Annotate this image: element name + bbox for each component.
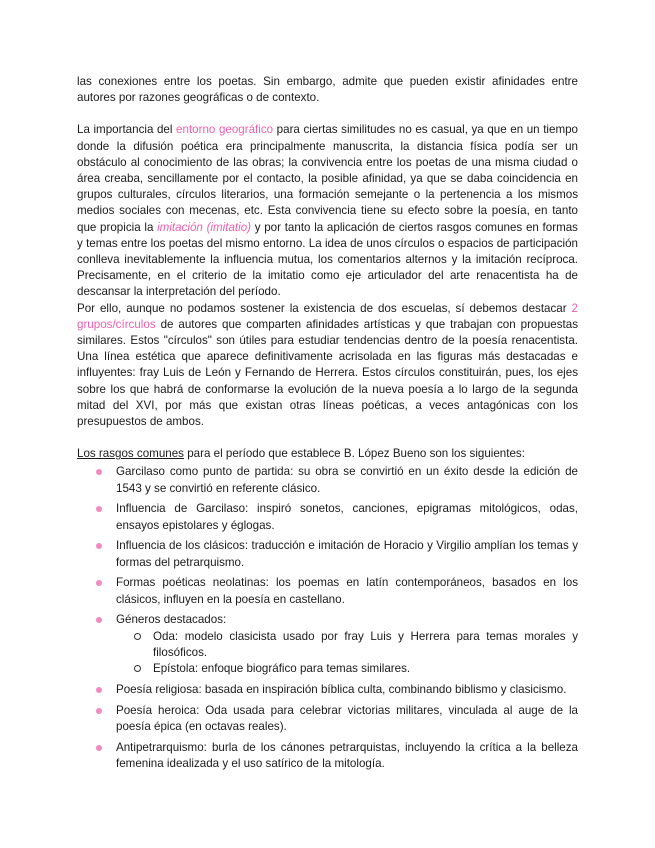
traits-list bbox=[77, 464, 578, 772]
list-item-text: Antipetrarquismo: burla de los cánones petrarquistas, incluyendo la crítica a la belleza femenina idealizada y el uso satírico de la mitología. bbox=[116, 740, 578, 770]
p2-text-c: y por tanto la aplicación de ciertos rasgos comunes en formas y temas entre los poetas del mismo entorno. La idea de unos círculos o espacios de participación conlleva inevitablemente la influencia mutua, los comentarios alternos y la imitación recíproca. Precisamente, en el criterio de la imitatio como eje articulador del arte renacentista ha de descansar la interpretación del período. bbox=[77, 220, 578, 299]
list-item bbox=[77, 464, 578, 496]
list-item-text: Influencia de los clásicos: traducción e imitación de Horacio y Virgilio amplían los temas y formas del petrarquismo. bbox=[116, 539, 578, 569]
highlight-grupos: 2 grupos/círculos bbox=[77, 301, 578, 331]
highlight-imitatio: imitación (imitatio) bbox=[157, 220, 252, 234]
list-item-text: Poesía religiosa: basada en inspiración bíblica culta, combinando biblismo y clasicismo. bbox=[116, 682, 567, 696]
bullet-dot-icon bbox=[96, 745, 102, 751]
bullet-dot-icon bbox=[96, 580, 102, 586]
bullet-dot-icon bbox=[96, 708, 102, 714]
p2-text-b: para ciertas similitudes no es casual, ya que en un tiempo donde la difusión poética era principalmente manuscrita, la distancia física podía ser un obstáculo al conocimiento de las obras; la convivencia entre los poetas de una misma ciudad o área creaba, sencillamente por el contacto, la posible afinidad, ya que se daba coincidencia en grupos culturales, círculos literarios, una formación semejante o la pertenencia a los mismos medios sociales con mecenas, etc. Esta convivencia tiene su efecto sobre la poesía, en tanto que propicia la bbox=[77, 123, 578, 234]
list-item bbox=[77, 740, 578, 772]
list-item bbox=[77, 575, 578, 607]
sub-list-item-text: Oda: modelo clasicista usado por fray Luis y Herrera para temas morales y filosóficos. bbox=[153, 629, 578, 659]
paragraph-1: las conexiones entre los poetas. Sin embargo, admite que pueden existir afinidades entre autores por razones geográficas o de contexto. bbox=[77, 75, 578, 105]
highlight-entorno: entorno geográfico bbox=[176, 123, 274, 137]
p2-text-a: La importancia del bbox=[77, 123, 177, 137]
list-item bbox=[77, 682, 578, 698]
list-item-text: Formas poéticas neolatinas: los poemas en latín contemporáneos, basados en los clásicos, influyen en la poesía en castellano. bbox=[116, 576, 578, 606]
list-intro bbox=[77, 446, 578, 462]
sub-list-item bbox=[116, 661, 578, 677]
bullet-dot-icon bbox=[96, 506, 102, 512]
hollow-circle-bullet-icon bbox=[134, 665, 141, 672]
paragraph-3 bbox=[77, 301, 578, 431]
bullet-dot-icon bbox=[96, 617, 102, 623]
list-item bbox=[77, 538, 578, 570]
list-item bbox=[77, 501, 578, 533]
document-body bbox=[77, 74, 578, 777]
bullet-dot-icon bbox=[96, 543, 102, 549]
sub-list-item bbox=[116, 629, 578, 661]
list-item-text: Influencia de Garcilaso: inspiró sonetos, canciones, epigramas mitológicos, odas, ensayos epistolares y églogas. bbox=[116, 502, 578, 532]
list-intro-text: para el período que establece B. López Bueno son los siguientes: bbox=[183, 447, 525, 461]
p3-text-a: Por ello, aunque no podamos sostener la existencia de dos escuelas, sí debemos destacar bbox=[77, 301, 572, 315]
genres-sublist bbox=[116, 629, 578, 678]
list-item-text: Poesía heroica: Oda usada para celebrar victorias militares, vinculada al auge de la poesía épica (en octavas reales). bbox=[116, 703, 578, 733]
list-item bbox=[77, 612, 578, 677]
bullet-dot-icon bbox=[96, 687, 102, 693]
list-item bbox=[77, 703, 578, 735]
paragraph-gap bbox=[77, 430, 578, 446]
bullet-dot-icon bbox=[96, 469, 102, 475]
list-item-text: Géneros destacados: bbox=[116, 613, 227, 627]
p3-text-b: de autores que comparten afinidades artísticas y que trabajan con propuestas similares. Estos "círculos" son útiles para estudiar tendencias dentro de la poesía renacentista. Una línea estética que aparece definitivamente acrisolada en las figuras más destacadas e influyentes: fray Luis de León y Fernando de Herrera. Estos círculos constituirán, pues, los ejes sobre los que habrá de conformarse la evolución de la nueva poesía a lo largo de la segunda mitad del XVI, por más que existan otras líneas poéticas, a veces antagónicas con los presupuestos de ambos. bbox=[77, 317, 578, 429]
hollow-circle-bullet-icon bbox=[134, 633, 141, 640]
paragraph-gap bbox=[77, 106, 578, 122]
paragraph-2 bbox=[77, 122, 578, 300]
sub-list-item-text: Epístola: enfoque biográfico para temas similares. bbox=[153, 662, 411, 676]
list-item-text: Garcilaso como punto de partida: su obra se convirtió en un éxito desde la edición de 1543 y se convirtió en referente clásico. bbox=[116, 465, 578, 495]
rasgos-comunes-heading: Los rasgos comunes bbox=[77, 447, 184, 461]
